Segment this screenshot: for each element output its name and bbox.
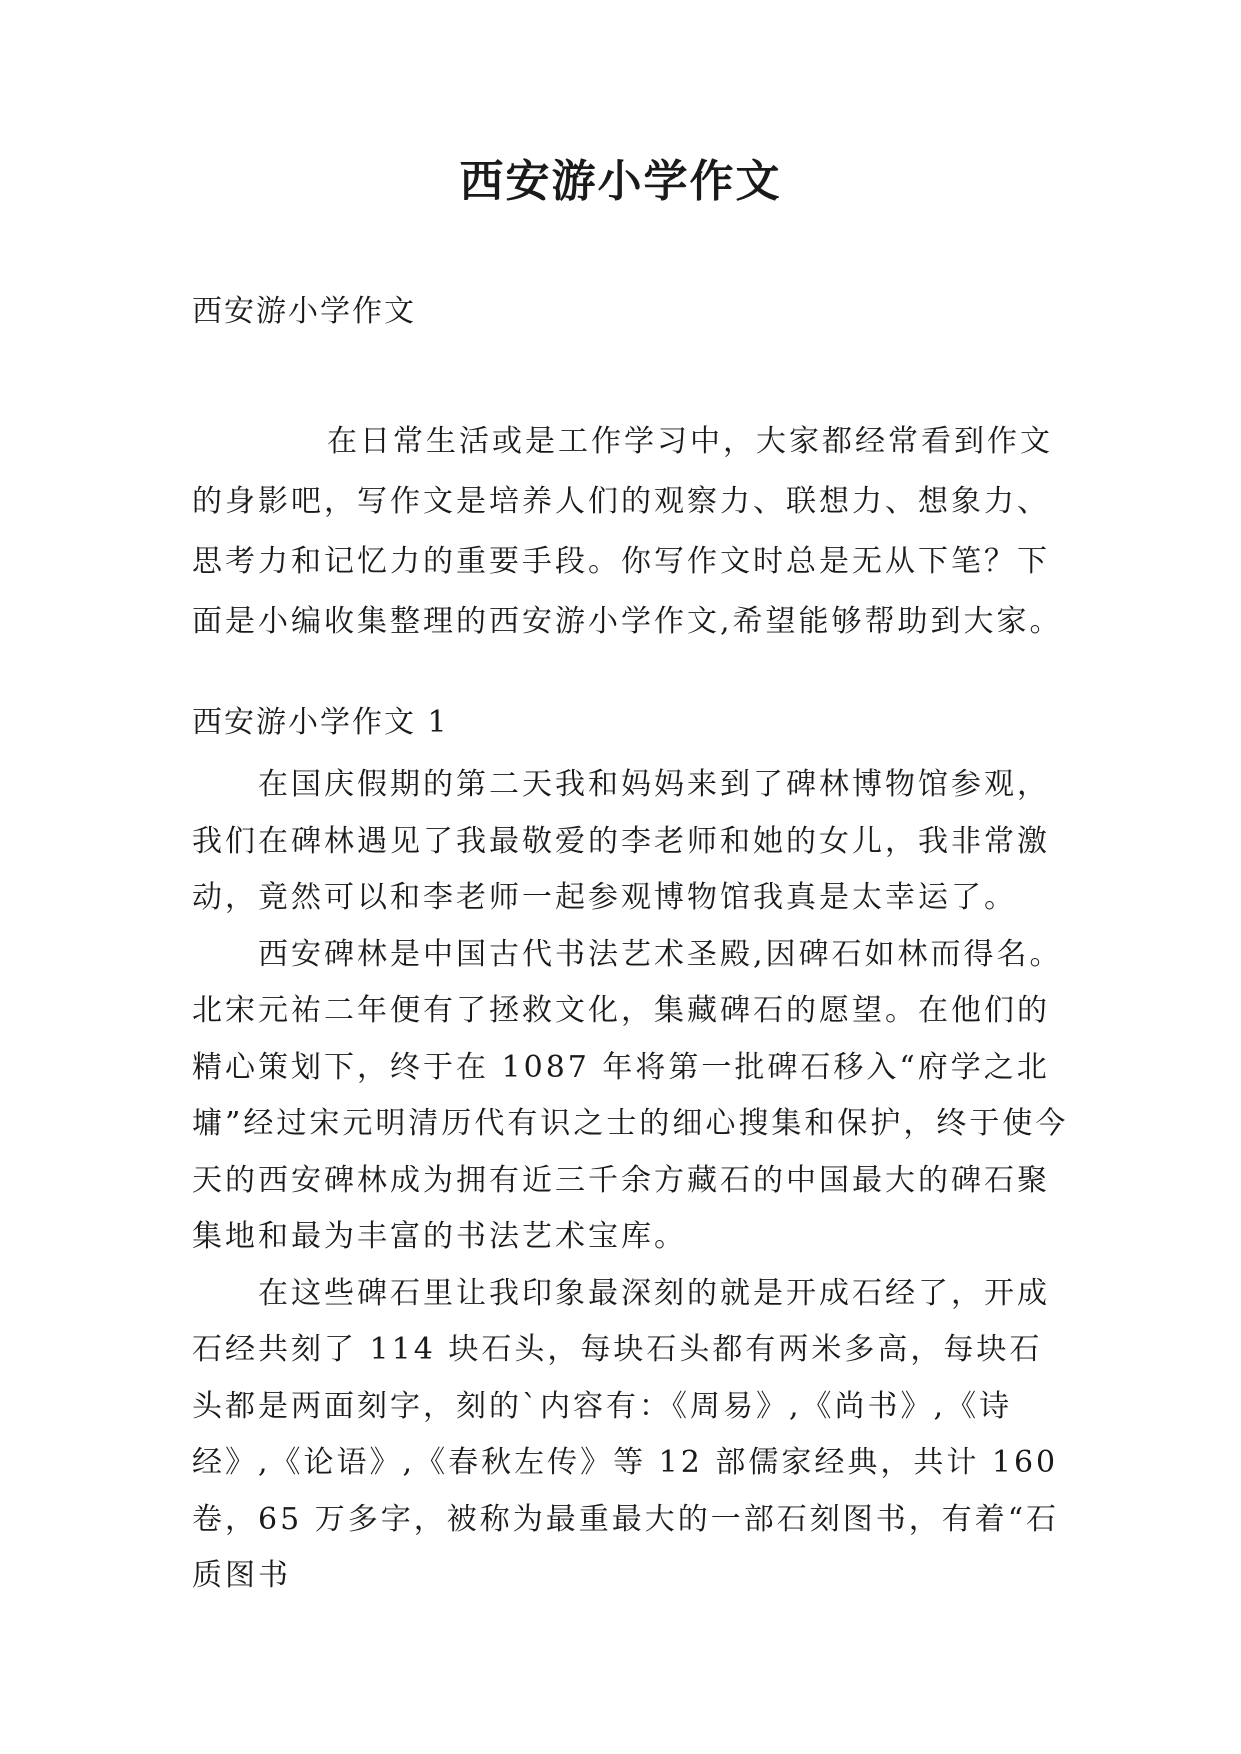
document-title: 西安游小学作文: [459, 156, 782, 207]
section-body: [192, 757, 1072, 1605]
paragraph: 西安碑林是中国古代书法艺术圣殿,因碑石如林而得名。北宋元祐二年便有了拯救文化，集藏碑石的愿望。在他们的精心策划下，终于在 1087 年将第一批碑石移入“府学之北墉”经过宋元明清历代有识之士的细心搜集和保护，终于使今天的西安碑林成为拥有近三千余方藏石的中国最大的碑石聚集地和最为丰富的书法艺术宝库。: [192, 936, 1069, 1254]
section-heading: 西安游小学作文 1: [192, 705, 449, 740]
document-subtitle: 西安游小学作文: [192, 294, 416, 329]
paragraph: 在国庆假期的第二天我和妈妈来到了碑林博物馆参观，我们在碑林遇见了我最敬爱的李老师和她的女儿，我非常激动，竟然可以和李老师一起参观博物馆我真是太幸运了。: [192, 767, 1050, 915]
intro-paragraph: 在日常生活或是工作学习中，大家都经常看到作文的身影吧，写作文是培养人们的观察力、联想力、想象力、思考力和记忆力的重要手段。你写作文时总是无从下笔？下面是小编收集整理的西安游小学作文,希望能够帮助到大家。: [192, 424, 1063, 639]
paragraph: 在这些碑石里让我印象最深刻的就是开成石经了，开成石经共刻了 114 块石头，每块石头都有两米多高，每块石头都是两面刻字，刻的`内容有：《周易》,《尚书》,《诗经》,《论语》,《春秋左传》等 12 部儒家经典，共计 160 卷，65 万多字，被称为最重最大的一部石刻图书，有着“石质图书: [192, 1275, 1060, 1593]
